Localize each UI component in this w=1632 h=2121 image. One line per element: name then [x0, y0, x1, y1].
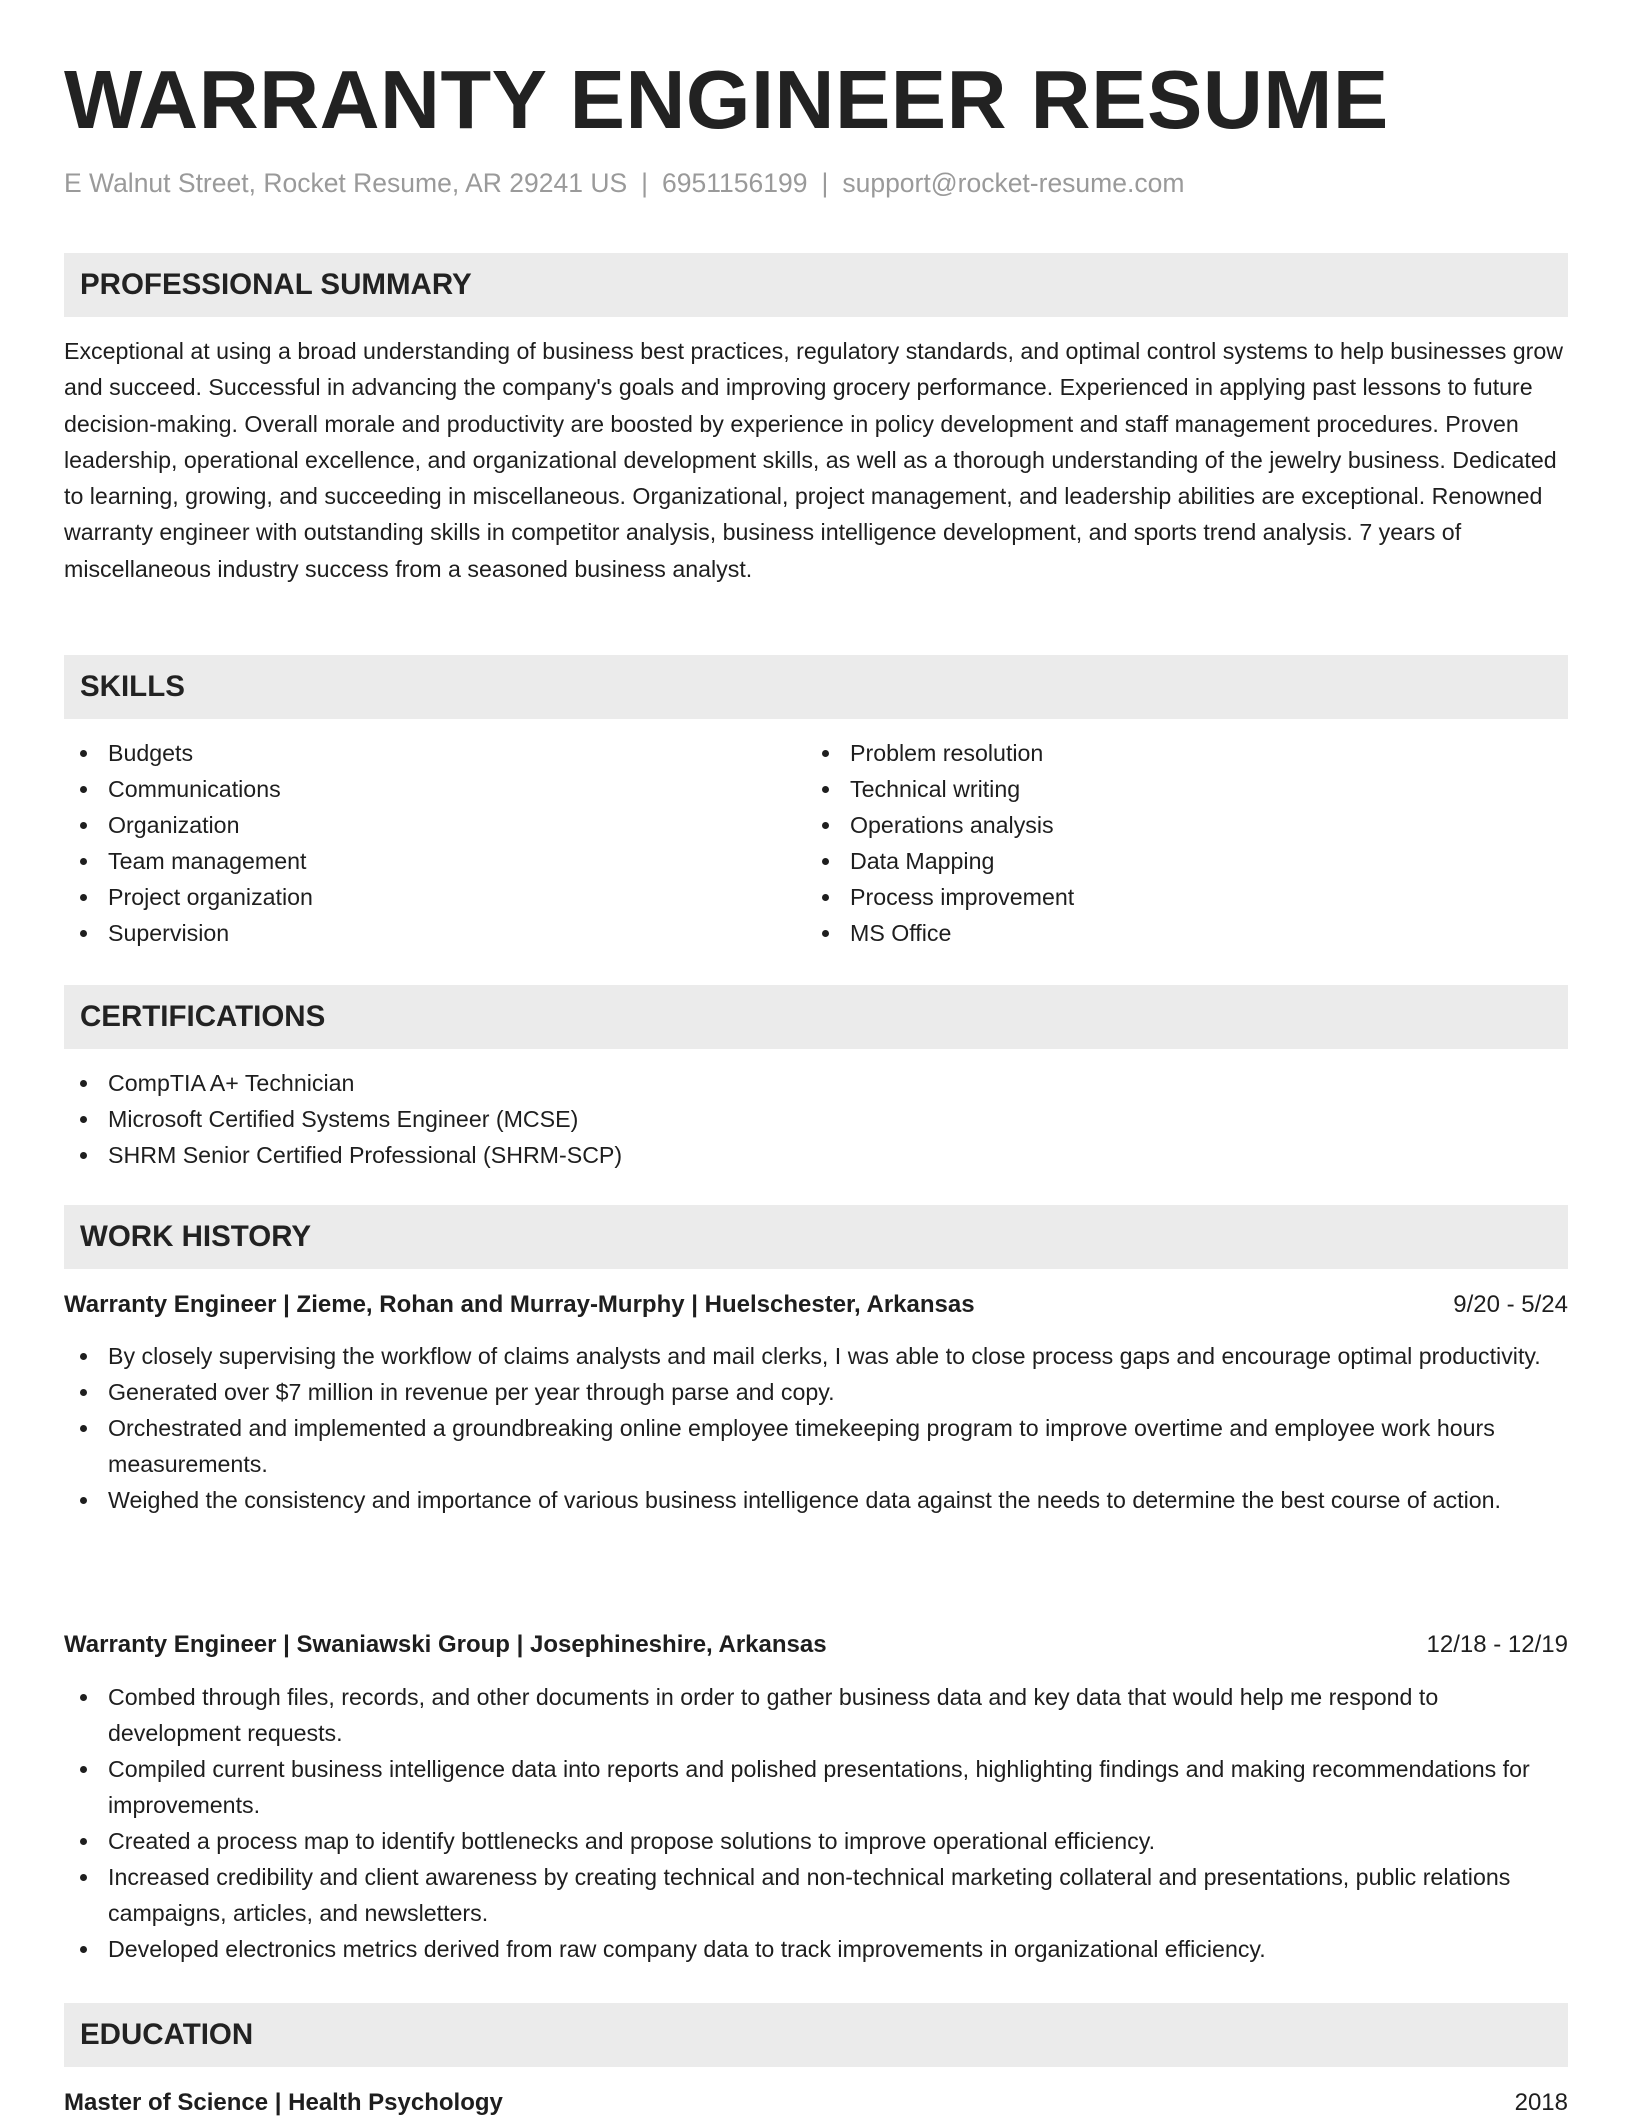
skills-list-left [64, 735, 764, 951]
graduation-year: 2018 [1514, 2089, 1568, 2116]
section-heading-certifications: CERTIFICATIONS [64, 985, 1568, 1049]
skill-item: Technical writing [806, 771, 1506, 807]
job-title: Warranty Engineer | Zieme, Rohan and Murray-Murphy | Huelschester, Arkansas [64, 1291, 975, 1318]
certification-item: SHRM Senior Certified Professional (SHRM-SCP) [64, 1137, 1568, 1173]
job-bullet: By closely supervising the workflow of claims analysts and mail clerks, I was able to close process gaps and encourage optimal productivity. [64, 1338, 1568, 1374]
summary-text: Exceptional at using a broad understanding of business best practices, regulatory standards, and optimal control systems to help businesses grow and succeed. Successful in advancing the company's goals and improving grocery performance. Experienced in applying past lessons to future decision-making. Overall morale and productivity are boosted by experience in policy development and staff management procedures. Proven leadership, operational excellence, and organizational development skills, as well as a thorough understanding of the jewelry business. Dedicated to learning, growing, and succeeding in miscellaneous. Organizational, project management, and leadership abilities are exceptional. Renowned warranty engineer with outstanding skills in competitor analysis, business intelligence development, and sports trend analysis. 7 years of miscellaneous industry success from a seasoned business analyst. [64, 338, 1564, 582]
job-bullets [64, 1338, 1568, 1518]
section-heading-skills: SKILLS [64, 655, 1568, 719]
skill-item: Data Mapping [806, 843, 1506, 879]
skill-item: Budgets [64, 735, 764, 771]
skill-item: Project organization [64, 879, 764, 915]
job-bullet: Increased credibility and client awareness by creating technical and non-technical marketing collateral and presentations, public relations campaigns, articles, and newsletters. [64, 1859, 1568, 1931]
job-header [64, 1627, 1568, 1663]
contact-phone: 6951156199 [662, 168, 808, 198]
job-bullet: Combed through files, records, and other documents in order to gather business data and key data that would help me respond to development requests. [64, 1679, 1568, 1751]
skills-list-right [806, 735, 1506, 951]
section-heading-summary: PROFESSIONAL SUMMARY [64, 253, 1568, 317]
certifications-list [64, 1065, 1568, 1173]
skill-item: Communications [64, 771, 764, 807]
certification-item: CompTIA A+ Technician [64, 1065, 1568, 1101]
skill-item: Team management [64, 843, 764, 879]
education-entry [64, 2085, 1568, 2121]
job-bullet: Weighed the consistency and importance of various business intelligence data against the needs to determine the best course of action. [64, 1482, 1568, 1518]
contact-address: E Walnut Street, Rocket Resume, AR 29241 US [64, 168, 628, 198]
section-heading-work-history: WORK HISTORY [64, 1205, 1568, 1269]
job-bullet: Orchestrated and implemented a groundbreaking online employee timekeeping program to improve overtime and employee work hours measurements. [64, 1410, 1568, 1482]
job-bullet: Developed electronics metrics derived from raw company data to track improvements in organizational efficiency. [64, 1931, 1568, 1967]
section-heading-education: EDUCATION [64, 2003, 1568, 2067]
contact-email: support@rocket-resume.com [842, 168, 1185, 198]
contact-separator: | [821, 168, 829, 198]
job-header [64, 1287, 1568, 1323]
skill-item: Process improvement [806, 879, 1506, 915]
skill-item: Operations analysis [806, 807, 1506, 843]
skill-item: Problem resolution [806, 735, 1506, 771]
job-dates: 9/20 - 5/24 [1453, 1291, 1568, 1318]
skill-item: Organization [64, 807, 764, 843]
job-bullet: Created a process map to identify bottlenecks and propose solutions to improve operational efficiency. [64, 1823, 1568, 1859]
skill-item: MS Office [806, 915, 1506, 951]
contact-line [64, 168, 1184, 199]
degree: Master of Science | Health Psychology [64, 2089, 503, 2116]
job-bullets [64, 1679, 1568, 1967]
job-dates: 12/18 - 12/19 [1426, 1631, 1568, 1658]
job-bullet: Generated over $7 million in revenue per year through parse and copy. [64, 1374, 1568, 1410]
skill-item: Supervision [64, 915, 764, 951]
certification-item: Microsoft Certified Systems Engineer (MCSE) [64, 1101, 1568, 1137]
contact-separator: | [641, 168, 649, 198]
job-bullet: Compiled current business intelligence data into reports and polished presentations, highlighting findings and making recommendations for improvements. [64, 1751, 1568, 1823]
resume-title: WARRANTY ENGINEER RESUME [64, 53, 1389, 146]
job-title: Warranty Engineer | Swaniawski Group | Josephineshire, Arkansas [64, 1631, 827, 1658]
